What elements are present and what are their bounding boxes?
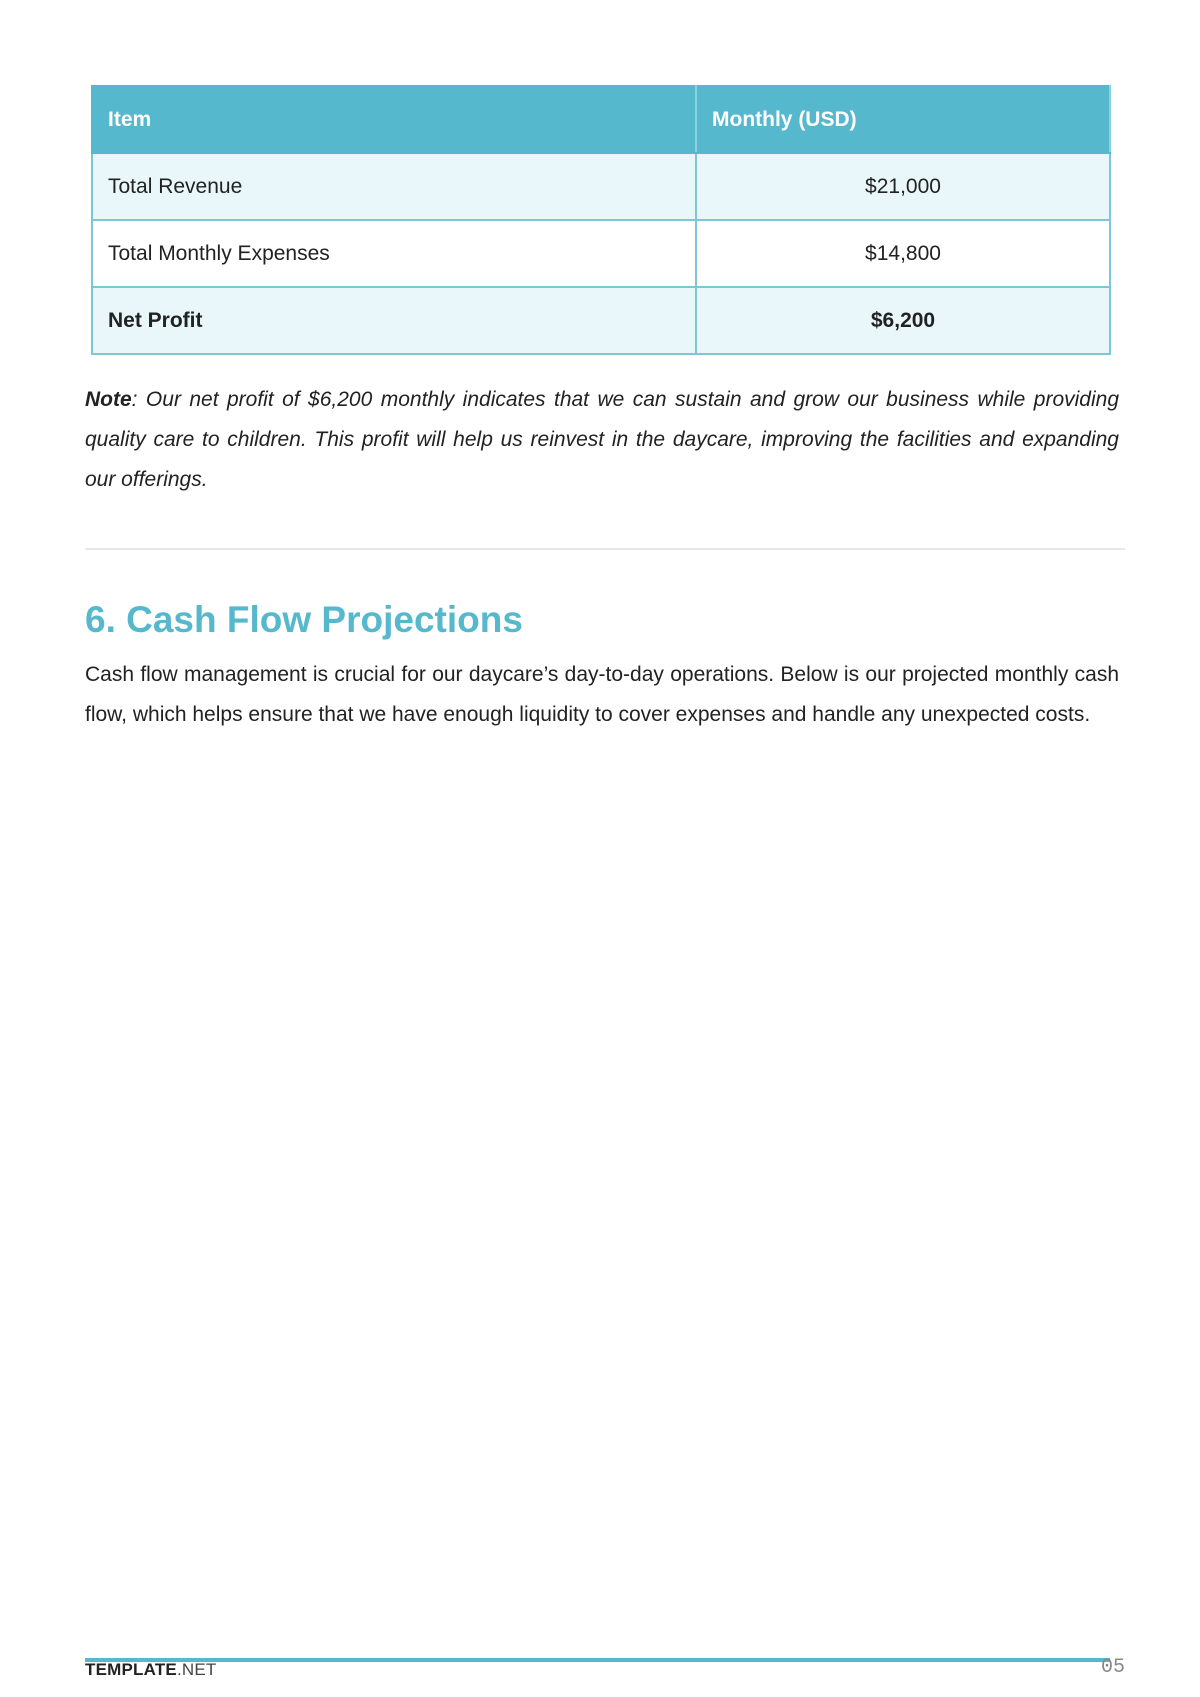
- table-cell-monthly: $21,000: [696, 153, 1110, 220]
- table-cell-item: Total Monthly Expenses: [92, 220, 696, 287]
- section-heading: 6. Cash Flow Projections: [85, 599, 523, 640]
- footer-logo-light: .NET: [176, 1660, 217, 1679]
- table-header-row: [92, 86, 1110, 153]
- section-divider: [85, 548, 1125, 550]
- column-header-monthly: Monthly (USD): [696, 86, 1110, 153]
- table-cell-item: Net Profit: [92, 287, 696, 354]
- footer-logo: [85, 1660, 216, 1680]
- table-cell-monthly: $14,800: [696, 220, 1110, 287]
- section-paragraph: Cash flow management is crucial for our daycare’s day-to-day operations. Below is our projected monthly cash flow, which helps ensure that we have enough liquidity to cover expenses and handle any unexpected costs.: [85, 663, 1119, 726]
- note-label: Note: [85, 388, 132, 411]
- profit-summary-table: [91, 85, 1111, 355]
- column-header-item: Item: [92, 86, 696, 153]
- page-number: 05: [1100, 1656, 1125, 1679]
- note-text: : Our net profit of $6,200 monthly indicates that we can sustain and grow our business while providing quality care to children. This profit will help us reinvest in the daycare, improving the facilities and expanding our offerings.: [85, 388, 1119, 491]
- table-cell-item: Total Revenue: [92, 153, 696, 220]
- footer-rule: [85, 1658, 1110, 1662]
- table-row: [92, 153, 1110, 220]
- footer-logo-bold: TEMPLATE: [85, 1660, 177, 1679]
- table-row: [92, 220, 1110, 287]
- profit-note: [85, 380, 1119, 500]
- table-row-total: [92, 287, 1110, 354]
- table-cell-monthly: $6,200: [696, 287, 1110, 354]
